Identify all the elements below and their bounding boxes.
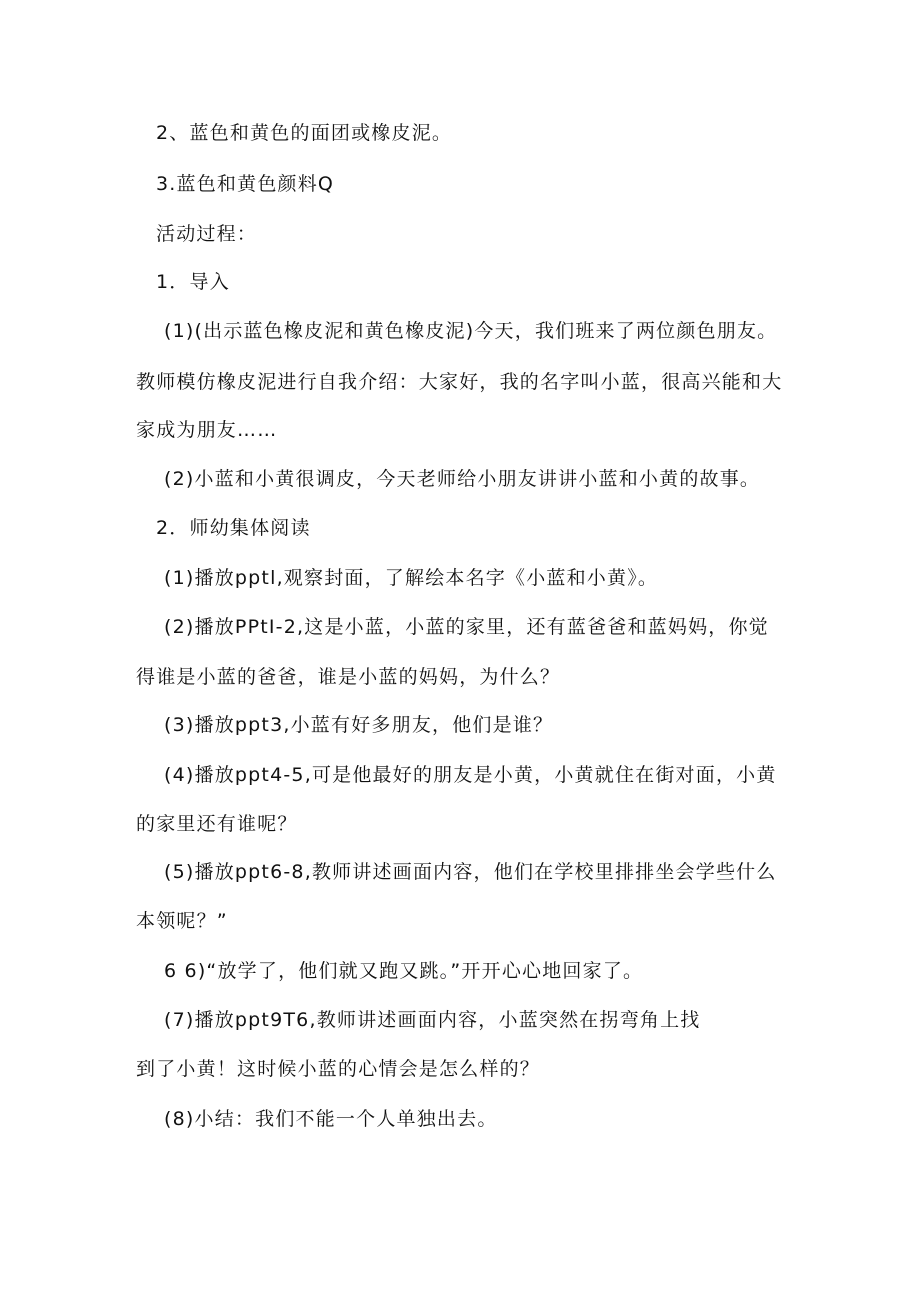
text-line: 的家里还有谁呢？ [136, 813, 298, 835]
text-line: 教师模仿橡皮泥进行自我介绍：大家好，我的名字叫小蓝，很高兴能和大 [136, 371, 783, 393]
section-heading: 活动过程： [156, 223, 258, 245]
text-line: (5)播放ppt6-8,教师讲述画面内容，他们在学校里排排坐会学些什么 [164, 861, 777, 883]
text-line: (2)小蓝和小黄很调皮，今天老师给小朋友讲讲小蓝和小黄的故事。 [164, 468, 761, 490]
text-line: 家成为朋友…… [136, 419, 278, 441]
text-line: 2、蓝色和黄色的面团或橡皮泥。 [156, 122, 453, 144]
text-line: 6 6)“放学了，他们就又跑又跳。”开开心心地回家了。 [164, 960, 644, 982]
text-line: (3)播放ppt3,小蓝有好多朋友，他们是谁？ [164, 714, 554, 736]
text-line: (2)播放PPtI-2,这是小蓝，小蓝的家里，还有蓝爸爸和蓝妈妈，你觉 [164, 616, 769, 638]
text-line: (7)播放ppt9T6,教师讲述画面内容，小蓝突然在拐弯角上找 [164, 1009, 701, 1031]
section-heading: 1．导入 [156, 271, 230, 293]
text-line: 得谁是小蓝的爸爸，谁是小蓝的妈妈，为什么？ [136, 666, 561, 688]
section-heading: 2．师幼集体阅读 [156, 517, 311, 539]
text-line: (1)播放pptl,观察封面，了解绘本名字《小蓝和小黄》。 [164, 567, 659, 589]
text-line: 到了小黄！这时候小蓝的心情会是怎么样的？ [136, 1058, 541, 1080]
text-line: 3.蓝色和黄色颜料Q [156, 173, 335, 195]
text-line: 本领呢？” [136, 910, 228, 932]
text-line: (1)(出示蓝色橡皮泥和黄色橡皮泥)今天，我们班来了两位颜色朋友。 [164, 320, 778, 342]
text-line: (4)播放ppt4-5,可是他最好的朋友是小黄，小黄就住在街对面，小黄 [164, 764, 777, 786]
text-line: (8)小结：我们不能一个人单独出去。 [164, 1108, 498, 1130]
